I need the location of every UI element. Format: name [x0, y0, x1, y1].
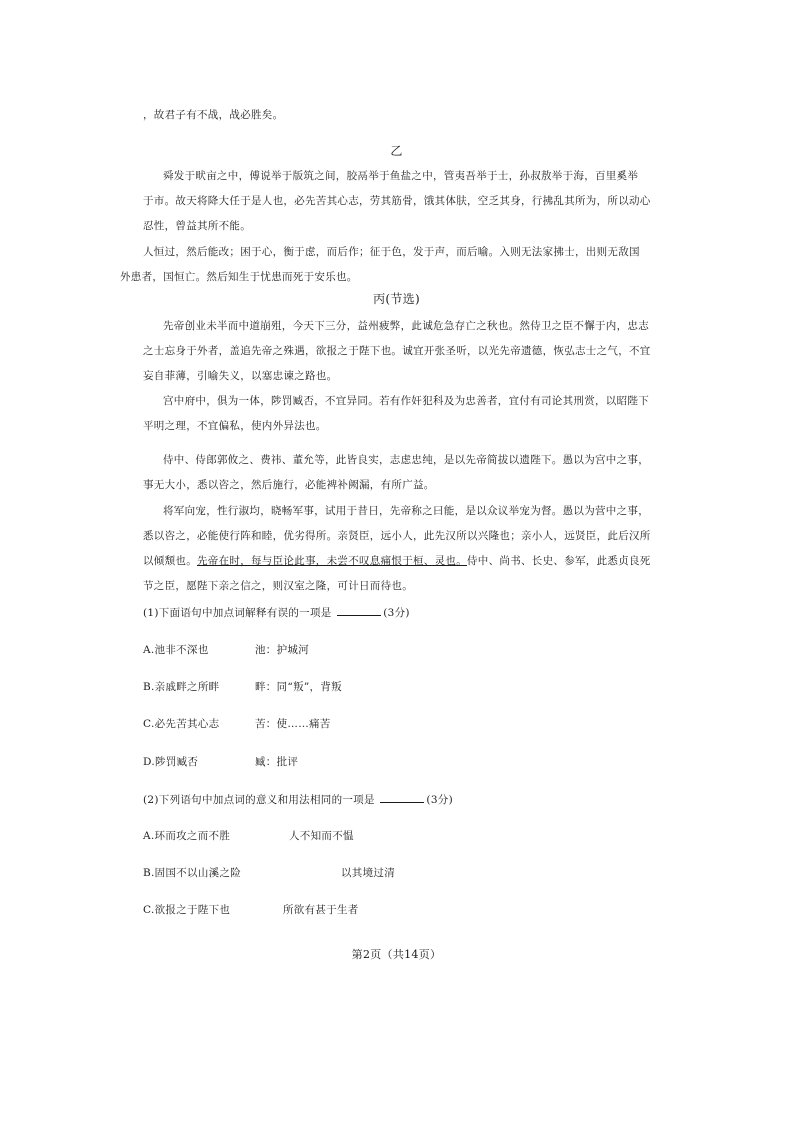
text-line: 外患者，国恒亡。然后知生于忧患而死于安乐也。 — [120, 271, 358, 283]
q1-option-a — [143, 643, 209, 657]
question-stem-text: (1)下面语句中加点词解释有误的一项是 — [143, 607, 332, 619]
question-2-stem — [143, 792, 453, 807]
text-segment: 侍中、尚书、长史、参军，此悉贞良死 — [467, 555, 651, 567]
option-text: D.陟罚臧否 — [143, 756, 199, 768]
q1-option-b — [143, 680, 219, 694]
text-line: 之士忘身于外者，盖追先帝之殊遇，欲报之于陛下也。诚宜开张圣听，以光先帝遗德，恢弘志士之气，不宜 — [143, 345, 651, 357]
q2-option-c: C.欲报之于陛下也 — [143, 904, 231, 916]
text-line: 舜发于畎亩之中，傅说举于版筑之间，胶鬲举于鱼盐之中，管夷吾举于士，孙叔敖举于海，百里奚举 — [163, 170, 639, 182]
text-line: 宫中府中，俱为一体，陟罚臧否，不宜异同。若有作奸犯科及为忠善者，宜付有司论其刑赏，以昭陛下 — [163, 395, 649, 407]
page-footer: 第2页（共14页） — [351, 948, 442, 961]
q2-option-c-compare: 所欲有甚于生者 — [283, 904, 359, 916]
section-title-bing: 丙(节选) — [373, 292, 420, 306]
text-line: 悉以咨之，必能使行阵和睦，优劣得所。亲贤臣，远小人，此先汉所以兴隆也；亲小人，远贤臣，此后汉所 — [143, 530, 651, 542]
q1-option-d-gloss: 臧：批评 — [255, 756, 299, 768]
q1-option-c-gloss: 苦：使……痛苦 — [255, 718, 331, 730]
text-line: 平明之理，不宜偏私，使内外异法也。 — [143, 420, 327, 432]
text-line: 事无大小，悉以咨之，然后施行，必能裨补阙漏，有所广益。 — [143, 479, 435, 491]
option-text: C.必先苦其心志 — [143, 718, 220, 730]
text-line: 于市。故天将降大任于是人也，必先苦其心志，劳其筋骨，饿其体肤，空乏其身，行拂乱其所为，所以动心 — [143, 195, 651, 207]
text-line: 人恒过，然后能改；困于心，衡于虑，而后作；征于色，发于声，而后喻。入则无法家拂士，出则无敌国 — [143, 246, 640, 258]
q1-option-d — [143, 755, 198, 769]
q1-option-a-gloss: 池：护城河 — [255, 644, 309, 656]
text-line — [143, 554, 651, 568]
q2-option-b: B.固国不以山溪之险 — [143, 867, 242, 879]
answer-blank[interactable] — [337, 605, 381, 616]
underlined-sentence: 先帝在时，每与臣论此事，未尝不叹息痛恨于桓、灵也。 — [197, 555, 467, 567]
text-line: 侍中、侍郎郭攸之、费祎、董允等，此皆良实，志虑忠纯，是以先帝简拔以遗陛下。愚以为宫中之事， — [163, 454, 649, 466]
option-text: B.亲戚畔之所畔 — [143, 681, 220, 693]
q1-option-c — [143, 717, 219, 731]
text-line: 将军向宠，性行淑均，晓畅军事，试用于昔日，先帝称之曰能，是以众议举宠为督。愚以为营中之事， — [163, 505, 649, 517]
answer-blank[interactable] — [380, 792, 424, 803]
question-score: (3分) — [383, 607, 410, 619]
question-stem-text: (2)下列语句中加点词的意义和用法相同的一项是 — [143, 794, 375, 806]
text-line: 先帝创业未半而中道崩殂，今天下三分，益州疲弊，此诚危急存亡之秋也。然侍卫之臣不懈于内，忠志 — [163, 320, 649, 332]
text-line: 节之臣，愿陛下亲之信之，则汉室之隆，可计日而待也。 — [143, 580, 413, 592]
text-line: 妄自菲薄，引喻失义，以塞忠谏之路也。 — [143, 370, 338, 382]
q2-option-b-compare: 以其境过清 — [341, 867, 395, 879]
option-text: A.池非不深也 — [143, 644, 209, 656]
question-score: (3分) — [426, 794, 453, 806]
section-title-yi: 乙 — [390, 144, 403, 158]
text-line: ，故君子有不战，战必胜矣。 — [143, 109, 284, 121]
q1-option-b-gloss: 畔：同“叛”，背叛 — [255, 681, 342, 693]
q2-option-a-compare: 人不知而不愠 — [289, 830, 354, 842]
question-1-stem — [143, 605, 410, 620]
text-line: 忍性，曾益其所不能。 — [143, 220, 251, 232]
text-segment: 以倾颓也。 — [143, 555, 197, 567]
q2-option-a: A.环而攻之而不胜 — [143, 830, 231, 842]
